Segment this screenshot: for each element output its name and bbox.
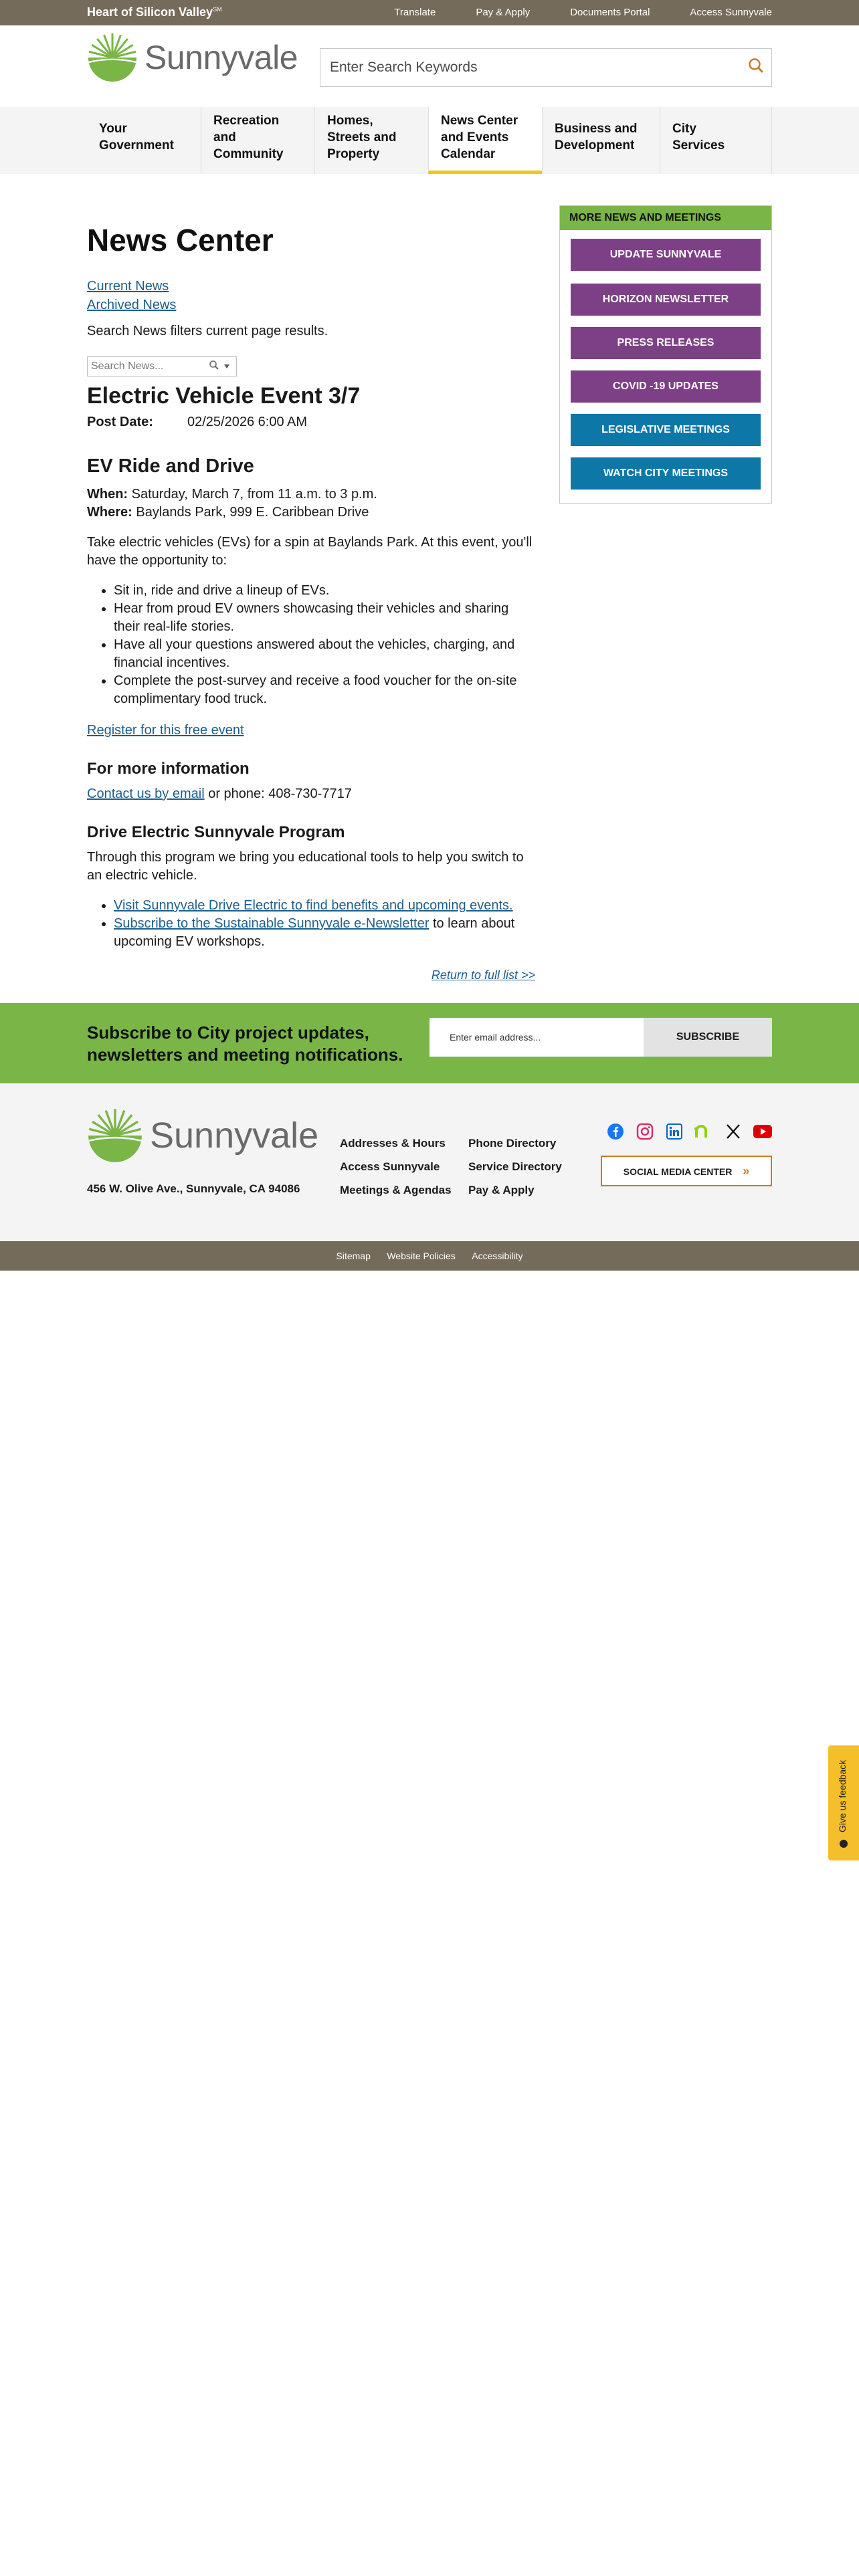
chevron-down-icon[interactable] <box>223 360 230 372</box>
nav-label-line: Business and <box>555 122 638 136</box>
nextdoor-icon[interactable] <box>694 1122 713 1141</box>
pay-apply-link[interactable]: Pay & Apply <box>476 7 531 18</box>
return-to-list <box>87 968 535 982</box>
watch-city-meetings-button[interactable]: WATCH CITY MEETINGS <box>571 457 761 490</box>
list-item: • Hear from proud EV owners showcasing their vehicles and sharing their real-life stories. <box>114 600 535 636</box>
newsletter-link[interactable]: Subscribe to the Sustainable Sunnyvale e-Newsletter <box>114 916 430 931</box>
nav-label-line: Streets and <box>327 130 397 144</box>
covid-updates-button[interactable]: COVID -19 UPDATES <box>571 370 761 403</box>
logo-wordmark: Sunnyvale <box>145 39 298 76</box>
subscribe-band <box>0 1003 859 1083</box>
register-link[interactable]: Register for this free event <box>87 723 244 738</box>
news-search <box>87 356 237 377</box>
sidebar-heading: MORE NEWS AND MEETINGS <box>560 206 771 230</box>
event-details <box>87 486 535 522</box>
list-item: • Have all your questions answered about the vehicles, charging, and financial incentives. <box>114 636 535 672</box>
documents-portal-link[interactable]: Documents Portal <box>570 7 650 18</box>
nav-label-line: News Center <box>441 114 518 128</box>
social-media-center-button[interactable] <box>601 1156 772 1186</box>
program-links <box>87 897 535 951</box>
instagram-icon[interactable] <box>636 1122 654 1141</box>
meetings-agendas-link[interactable]: Meetings & Agendas <box>340 1184 452 1196</box>
linkedin-icon[interactable] <box>665 1122 684 1141</box>
nav-label-line: Property <box>327 147 380 161</box>
sun-logo-icon <box>87 32 138 83</box>
nav-label-line: Calendar <box>441 147 496 161</box>
feedback-tab[interactable] <box>828 1745 859 1860</box>
double-chevron-right-icon: » <box>743 1164 750 1178</box>
section-heading-more-info: For more information <box>87 760 250 778</box>
press-releases-button[interactable]: PRESS RELEASES <box>571 327 761 359</box>
site-search <box>320 48 772 87</box>
main-content <box>87 201 535 982</box>
footer-links-col-1 <box>340 1132 452 1202</box>
nav-item-city-services[interactable] <box>660 107 772 174</box>
footer-logo[interactable] <box>87 1107 318 1164</box>
contact-phone-text: or phone: 408-730-7717 <box>204 786 352 801</box>
list-item <box>114 897 535 915</box>
site-header <box>0 25 859 107</box>
footer-logo-wordmark: Sunnyvale <box>150 1115 319 1156</box>
section-heading-drive-electric: Drive Electric Sunnyvale Program <box>87 823 345 841</box>
program-text: Through this program we bring you educational tools to help you switch to an electric vehicle. <box>87 850 524 883</box>
nav-label-line: Government <box>99 138 174 152</box>
website-policies-link[interactable]: Website Policies <box>387 1251 456 1261</box>
nav-label-line: Services <box>672 138 725 152</box>
search-icon[interactable] <box>209 360 219 374</box>
nav-item-your-government[interactable] <box>87 107 201 174</box>
nav-label-line: Development <box>555 138 635 152</box>
footer-links-col-2 <box>468 1132 562 1202</box>
post-date-label: Post Date: <box>87 415 153 429</box>
feedback-label: Give us feedback <box>837 1759 848 1832</box>
site-footer <box>0 1083 859 1241</box>
legislative-meetings-button[interactable]: LEGISLATIVE MEETINGS <box>571 414 761 446</box>
city-address: 456 W. Olive Ave., Sunnyvale, CA 94086 <box>87 1182 300 1195</box>
where-label: Where: <box>87 505 132 520</box>
sun-logo-icon <box>87 1107 143 1164</box>
news-sub-links <box>87 277 535 314</box>
subscribe-text <box>87 1022 403 1066</box>
access-sunnyvale-link[interactable]: Access Sunnyvale <box>690 7 772 18</box>
contact-email-link[interactable]: Contact us by email <box>87 786 205 801</box>
subscribe-button[interactable]: SUBSCRIBE <box>644 1018 772 1057</box>
list-item: • Sit in, ride and drive a lineup of EVs. <box>114 582 535 600</box>
post-date <box>87 415 535 430</box>
accessibility-link[interactable]: Accessibility <box>472 1251 523 1261</box>
return-to-list-link[interactable]: Return to full list >> <box>431 968 535 982</box>
news-search-input[interactable] <box>88 360 206 373</box>
update-sunnyvale-button[interactable]: UPDATE SUNNYVALE <box>571 239 761 271</box>
subscribe-email-input[interactable] <box>430 1018 644 1057</box>
nav-label-line: Recreation <box>213 114 280 128</box>
horizon-newsletter-button[interactable]: HORIZON NEWSLETTER <box>571 284 761 316</box>
service-mark: SM <box>213 6 222 13</box>
nav-label-line: City <box>672 122 696 136</box>
newsletter-link-suffix: to learn about upcoming EV workshops. <box>114 916 515 949</box>
filter-note: Search News filters current page results. <box>87 324 328 338</box>
access-sunnyvale-footer-link[interactable]: Access Sunnyvale <box>340 1160 440 1173</box>
drive-electric-link[interactable]: Visit Sunnyvale Drive Electric to find benefits and upcoming events. <box>114 898 513 913</box>
nav-label-line: and <box>213 130 236 144</box>
social-icons <box>606 1122 783 1141</box>
service-directory-link[interactable]: Service Directory <box>468 1160 562 1173</box>
social-media-center-label: SOCIAL MEDIA CENTER <box>623 1166 733 1177</box>
sitemap-link[interactable]: Sitemap <box>336 1251 371 1261</box>
event-bullets <box>87 582 535 708</box>
when-value: Saturday, March 7, from 11 a.m. to 3 p.m. <box>131 487 377 502</box>
more-news-sidebar <box>559 205 772 504</box>
where-value: Baylands Park, 999 E. Caribbean Drive <box>136 505 369 520</box>
nav-label-line: Community <box>213 147 284 161</box>
footer-bottom-bar <box>0 1241 859 1271</box>
list-item: • Complete the post-survey and receive a food voucher for the on-site complimentary food truck. <box>114 672 535 708</box>
contact-line <box>87 785 535 803</box>
search-icon[interactable] <box>747 57 765 78</box>
youtube-icon[interactable] <box>753 1122 772 1141</box>
addresses-hours-link[interactable]: Addresses & Hours <box>340 1137 446 1150</box>
utility-bar <box>0 0 859 25</box>
phone-directory-link[interactable]: Phone Directory <box>468 1137 557 1150</box>
event-intro: Take electric vehicles (EVs) for a spin at Baylands Park. At this event, you'll have the opportunity to: <box>87 535 533 568</box>
archived-news-link[interactable]: Archived News <box>87 298 177 312</box>
nav-item-news-center[interactable] <box>428 107 542 174</box>
post-date-value: 02/25/2026 6:00 AM <box>187 415 308 429</box>
subscribe-text-line: newsletters and meeting notifications. <box>87 1045 403 1065</box>
sunnyvale-logo[interactable] <box>87 32 298 83</box>
page-title: News Center <box>87 223 274 257</box>
nav-label-line: Your <box>99 122 127 136</box>
tagline: Heart of Silicon Valley℠ <box>87 5 222 19</box>
facebook-icon[interactable] <box>606 1122 625 1141</box>
chat-bubble-icon <box>839 1839 848 1852</box>
nav-item-homes-streets[interactable] <box>314 107 428 174</box>
nav-label-line: Homes, <box>327 114 373 128</box>
site-search-input[interactable] <box>320 49 733 86</box>
main-nav <box>0 107 859 174</box>
subscribe-text-line: Subscribe to City project updates, <box>87 1023 369 1043</box>
nav-item-business[interactable] <box>542 107 660 174</box>
nav-item-recreation[interactable] <box>201 107 314 174</box>
nav-label-line: and Events <box>441 130 509 144</box>
section-heading-ev-ride: EV Ride and Drive <box>87 455 254 477</box>
when-label: When: <box>87 487 128 502</box>
list-item <box>114 915 535 951</box>
pay-apply-footer-link[interactable]: Pay & Apply <box>468 1184 535 1196</box>
translate-link[interactable]: Translate <box>394 7 436 18</box>
article-title: Electric Vehicle Event 3/7 <box>87 383 361 409</box>
utility-links <box>354 7 772 18</box>
current-news-link[interactable]: Current News <box>87 279 169 294</box>
x-icon[interactable] <box>724 1122 743 1141</box>
